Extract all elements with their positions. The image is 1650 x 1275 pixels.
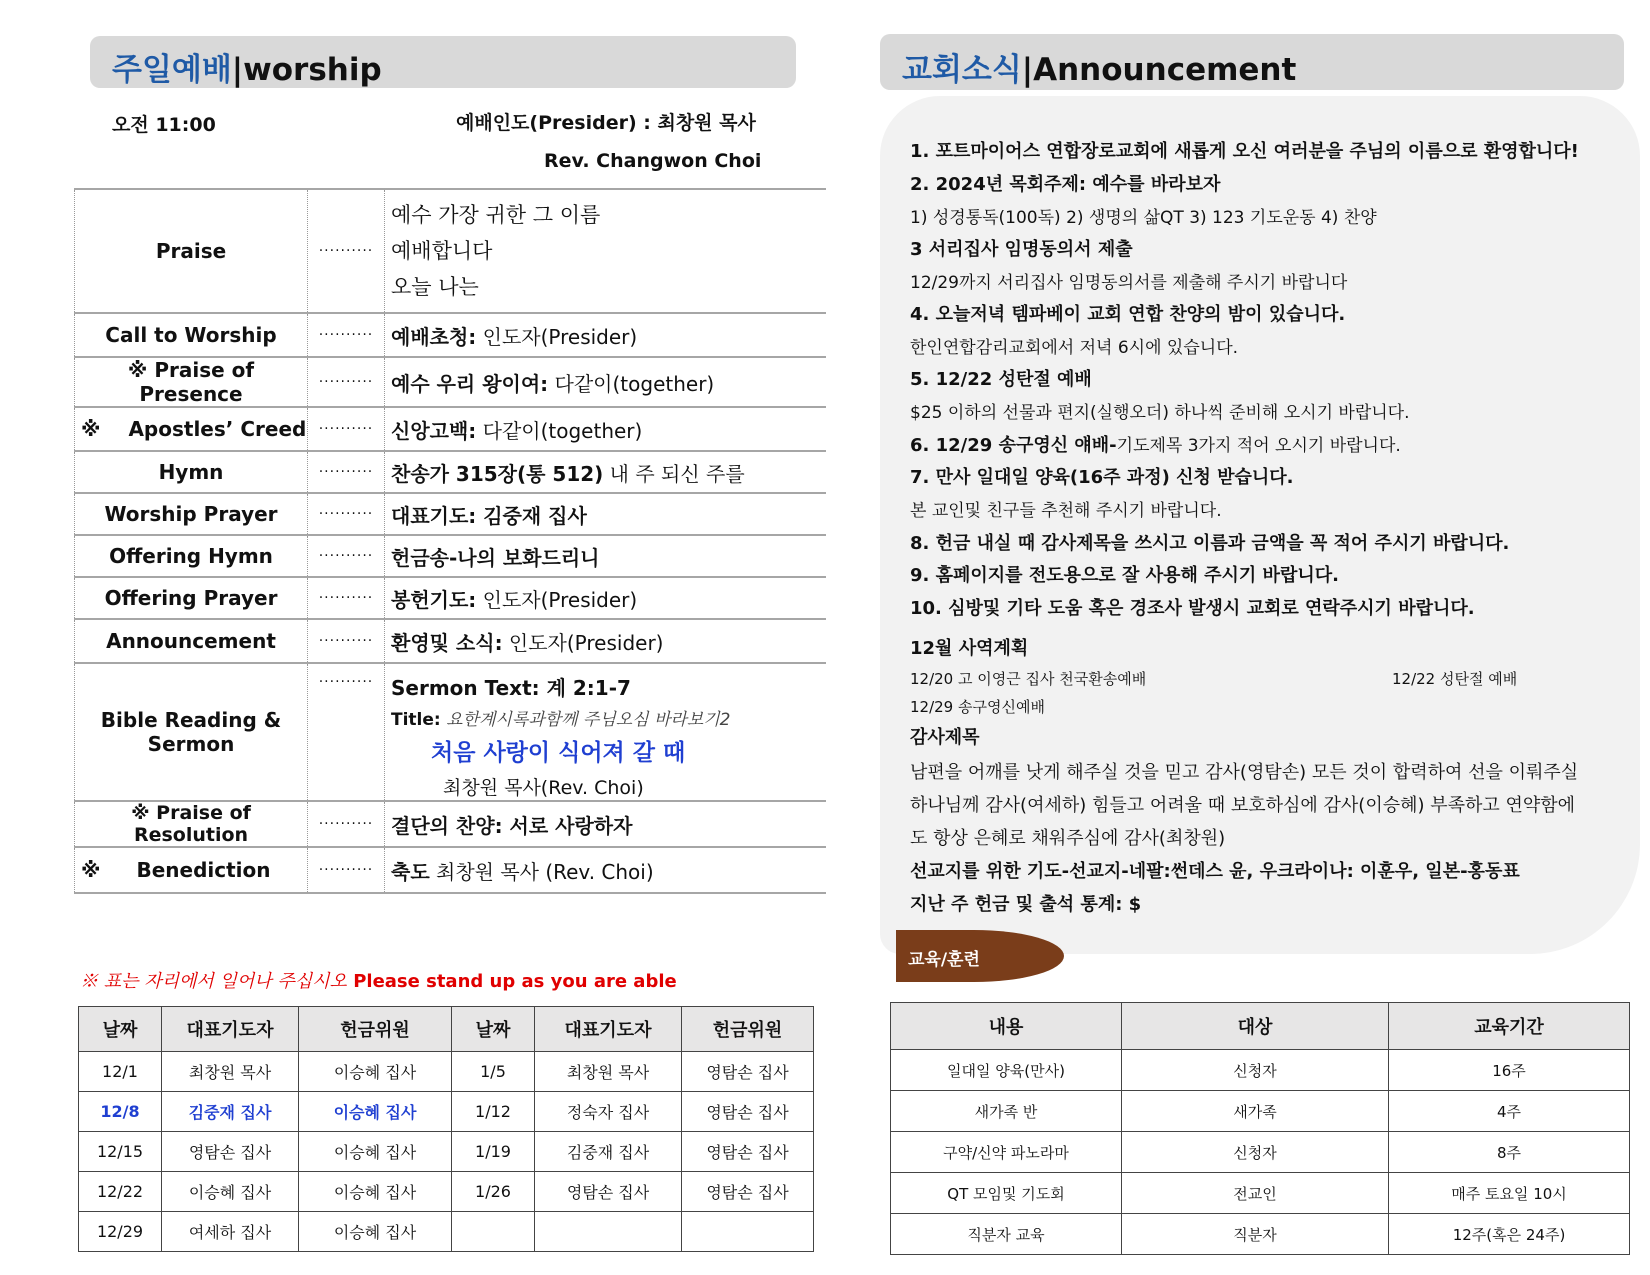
order-dots: ·········· xyxy=(308,407,385,451)
sched-cell: 12/8 xyxy=(79,1092,162,1132)
order-dots: ·········· xyxy=(308,847,385,893)
table-row xyxy=(79,1092,814,1132)
announcement-header: 교회소식|Announcement xyxy=(880,34,1624,90)
presider-label: 예배인도(Presider) : 최창원 목사 xyxy=(456,112,756,134)
thanks-title: 감사제목 xyxy=(910,727,980,748)
sched-cell: 12/22 xyxy=(79,1172,162,1212)
sched-cell: 1/26 xyxy=(452,1172,535,1212)
table-row xyxy=(891,1132,1630,1173)
announcement-line: 5. 12/22 성탄절 예배 xyxy=(910,369,1092,390)
edu-cell: 12주(혹은 24주) xyxy=(1389,1214,1630,1255)
order-row-praise xyxy=(75,189,827,313)
table-row xyxy=(79,1132,814,1172)
announcement-line: 기도제목 3가지 적어 오시기 바랍니다. xyxy=(1116,436,1401,456)
announcement-line: 10. 심방및 기타 도움 혹은 경조사 발생시 교회로 연락주시기 바랍니다. xyxy=(910,598,1475,619)
announcement-line: 한인연합감리교회에서 저녁 6시에 있습니다. xyxy=(910,338,1239,358)
sched-cell: 영탐손 집사 xyxy=(682,1132,814,1172)
order-bold: 봉헌기도: xyxy=(391,587,477,612)
order-dots: ·········· xyxy=(308,313,385,357)
order-bold: 예수 우리 왕이여: xyxy=(391,371,549,396)
announcement-line: 3 서리집사 임명동의서 제출 xyxy=(910,239,1133,260)
order-text: 인도자(Presider) xyxy=(476,324,638,349)
sched-cell: 김중재 집사 xyxy=(535,1132,682,1172)
sched-cell: 영탐손 집사 xyxy=(682,1052,814,1092)
order-of-worship-table xyxy=(74,188,826,894)
december-plan-item: 12/20 고 이영근 집사 천국환송예배 xyxy=(910,670,1147,688)
order-label: Offering Hymn xyxy=(75,535,308,577)
edu-cell: 구약/신약 파노라마 xyxy=(891,1132,1122,1173)
order-dots: ·········· xyxy=(308,493,385,535)
order-label: Announcement xyxy=(75,619,308,663)
thanks-line: 도 항상 은혜로 채워주심에 감사(최창원) xyxy=(910,828,1226,849)
order-row-call xyxy=(75,313,827,357)
order-bold: 예배초청: xyxy=(391,324,477,349)
announcement-line: 4. 오늘저녁 템파베이 교회 연합 찬양의 밤이 있습니다. xyxy=(910,304,1346,325)
order-label: Offering Prayer xyxy=(75,577,308,619)
sched-header: 헌금위원 xyxy=(299,1007,452,1052)
education-table xyxy=(890,1002,1630,1255)
order-label: Praise xyxy=(75,189,308,313)
edu-cell: 일대일 양육(만사) xyxy=(891,1050,1122,1091)
edu-cell: QT 모임및 기도회 xyxy=(891,1173,1122,1214)
order-bold: 환영및 소식: xyxy=(391,630,503,655)
order-label: Sermon xyxy=(147,732,235,756)
table-row xyxy=(891,1173,1630,1214)
announcement-line: 6. 12/29 송구영신 얘배- xyxy=(910,435,1117,456)
praise-song: 예배합니다 xyxy=(391,239,493,263)
order-row-resolution xyxy=(75,801,827,847)
order-label: Apostles’ Creed xyxy=(128,417,307,441)
sermon-preacher: 최창원 목사(Rev. Choi) xyxy=(443,777,644,799)
announcement-line: 12/29까지 서리집사 임명동의서를 제출해 주시기 바랍니다 xyxy=(910,273,1348,293)
order-dots: ·········· xyxy=(308,357,385,407)
order-row-hymn xyxy=(75,451,827,493)
table-row xyxy=(79,1052,814,1092)
order-label: ※ Praise of Resolution xyxy=(75,801,308,847)
edu-cell: 8주 xyxy=(1389,1132,1630,1173)
announcement-header-en: Announcement xyxy=(1033,52,1297,88)
sched-header: 날짜 xyxy=(452,1007,535,1052)
worship-header-ko: 주일예배 xyxy=(112,52,232,88)
order-dots: ·········· xyxy=(308,663,385,801)
offering-stats: 지난 주 헌금 및 출석 통계: $ xyxy=(910,894,1142,915)
announcement-line: 9. 홈페이지를 전도용으로 잘 사용해 주시기 바랍니다. xyxy=(910,565,1339,586)
edu-header: 교육기간 xyxy=(1389,1003,1630,1050)
sched-cell: 영탐손 집사 xyxy=(682,1092,814,1132)
order-row-offering-prayer xyxy=(75,577,827,619)
sched-cell: 12/1 xyxy=(79,1052,162,1092)
education-label-text: 교육/훈련 xyxy=(908,950,980,970)
order-dots: ·········· xyxy=(308,801,385,847)
sched-cell: 1/5 xyxy=(452,1052,535,1092)
order-row-announcement xyxy=(75,619,827,663)
announcement-line: 본 교인및 친구들 추천해 주시기 바랍니다. xyxy=(910,501,1222,521)
order-row-presence xyxy=(75,357,827,407)
sched-cell: 최창원 목사 xyxy=(162,1052,299,1092)
worship-header: 주일예배|worship xyxy=(90,36,796,88)
table-row xyxy=(891,1091,1630,1132)
order-text: 인도자(Presider) xyxy=(502,630,664,655)
edu-cell: 직분자 xyxy=(1122,1214,1389,1255)
sched-cell: 이승혜 집사 xyxy=(299,1212,452,1252)
stand-note-ko: ※ 표는 자리에서 일어나 주십시오 xyxy=(80,971,347,992)
order-text: 최창원 목사 (Rev. Choi) xyxy=(429,859,654,884)
sermon-text: Sermon Text: 계 2:1-7 xyxy=(391,676,631,700)
stand-mark: ※ xyxy=(81,858,101,882)
order-text: 인도자(Presider) xyxy=(476,587,638,612)
edu-cell: 매주 토요일 10시 xyxy=(1389,1173,1630,1214)
praise-song: 오늘 나는 xyxy=(391,275,479,299)
sched-header: 날짜 xyxy=(79,1007,162,1052)
presider-en: Rev. Changwon Choi xyxy=(544,150,762,172)
order-label: Hymn xyxy=(75,451,308,493)
december-plan-title: 12월 사역계획 xyxy=(910,638,1029,659)
praise-song: 예수 가장 귀한 그 이름 xyxy=(391,203,601,227)
edu-header: 대상 xyxy=(1122,1003,1389,1050)
order-text: 다같이(together) xyxy=(548,371,715,396)
announcement-line: 1. 포트마이어스 연합장로교회에 새롭게 오신 여러분을 주님의 이름으로 환영합니다! xyxy=(910,141,1579,162)
sched-header: 대표기도자 xyxy=(535,1007,682,1052)
announcement-line: $25 이하의 선물과 편지(실행오더) 하나씩 준비해 오시기 바랍니다. xyxy=(910,403,1410,423)
edu-cell: 4주 xyxy=(1389,1091,1630,1132)
sermon-title-label: Title: xyxy=(391,710,441,730)
order-bold: 찬송가 315장(통 512) xyxy=(391,461,604,486)
order-label: Benediction xyxy=(136,858,271,882)
order-text: 다같이(together) xyxy=(476,418,643,443)
sched-cell: 김중재 집사 xyxy=(162,1092,299,1132)
announcement-line: 2. 2024년 목회주제: 예수를 바라보자 xyxy=(910,174,1221,195)
order-bold: 축도 xyxy=(391,859,430,884)
order-text: 내 주 되신 주를 xyxy=(603,461,745,486)
sched-cell: 12/15 xyxy=(79,1132,162,1172)
edu-cell: 새가족 xyxy=(1122,1091,1389,1132)
order-row-benediction xyxy=(75,847,827,893)
sched-cell: 정숙자 집사 xyxy=(535,1092,682,1132)
stand-mark: ※ xyxy=(81,417,101,441)
order-bold: 헌금송-나의 보화드리니 xyxy=(391,545,600,570)
stand-note xyxy=(80,967,677,993)
worship-header-en: worship xyxy=(243,52,382,88)
sched-cell xyxy=(682,1212,814,1252)
education-label xyxy=(896,930,1064,982)
edu-header: 내용 xyxy=(891,1003,1122,1050)
order-dots: ·········· xyxy=(308,577,385,619)
edu-cell: 새가족 반 xyxy=(891,1091,1122,1132)
sched-cell: 영탐손 집사 xyxy=(535,1172,682,1212)
edu-cell: 직분자 교육 xyxy=(891,1214,1122,1255)
announcement-header-ko: 교회소식 xyxy=(902,52,1022,88)
sched-cell: 영탐손 집사 xyxy=(162,1132,299,1172)
edu-cell: 신청자 xyxy=(1122,1132,1389,1173)
worship-time: 오전 11:00 xyxy=(112,114,216,136)
order-dots: ·········· xyxy=(308,189,385,313)
mission-prayer: 선교지를 위한 기도-선교지-네팔:썬데스 윤, 우크라이나: 이훈우, 일본-홍동표 xyxy=(910,861,1520,882)
sched-cell: 영탐손 집사 xyxy=(682,1172,814,1212)
table-row xyxy=(79,1172,814,1212)
order-label: Bible Reading & xyxy=(100,708,282,732)
december-plan-item: 12/22 성탄절 예배 xyxy=(1392,670,1518,688)
announcement-line: 8. 헌금 내실 때 감사제목을 쓰시고 이름과 금액을 꼭 적어 주시기 바랍니다. xyxy=(910,533,1510,554)
order-bold: 신앙고백: xyxy=(391,418,477,443)
sched-cell: 12/29 xyxy=(79,1212,162,1252)
order-label: ※ Praise of Presence xyxy=(75,357,308,407)
thanks-line: 남편을 어깨를 낫게 해주실 것을 믿고 감사(영탐손) 모든 것이 합력하여 선을 이뤄주실 xyxy=(910,762,1579,783)
sched-cell xyxy=(452,1212,535,1252)
stand-note-en: Please stand up as you are able xyxy=(346,971,677,992)
order-dots: ·········· xyxy=(308,619,385,663)
order-dots: ·········· xyxy=(308,451,385,493)
thanks-line: 하나님께 감사(여세하) 힘들고 어려울 때 보호하심에 감사(이승혜) 부족하고 연약함에 xyxy=(910,795,1576,816)
sched-cell: 이승혜 집사 xyxy=(299,1172,452,1212)
sched-cell: 이승혜 집사 xyxy=(299,1092,452,1132)
table-row xyxy=(891,1214,1630,1255)
sched-cell: 여세하 집사 xyxy=(162,1212,299,1252)
order-row-prayer xyxy=(75,493,827,535)
edu-cell: 전교인 xyxy=(1122,1173,1389,1214)
sched-cell: 1/12 xyxy=(452,1092,535,1132)
sermon-title: 요한계시록과함께 주님오심 바라보기2 xyxy=(446,710,731,730)
edu-cell: 신청자 xyxy=(1122,1050,1389,1091)
sched-header: 헌금위원 xyxy=(682,1007,814,1052)
order-row-offering-hymn xyxy=(75,535,827,577)
praise-songs xyxy=(385,189,827,313)
order-row-creed xyxy=(75,407,827,451)
order-label: Worship Prayer xyxy=(75,493,308,535)
sched-header: 대표기도자 xyxy=(162,1007,299,1052)
sched-cell xyxy=(535,1212,682,1252)
order-bold: 대표기도: 김중재 집사 xyxy=(391,503,587,528)
announcement-line: 7. 만사 일대일 양육(16주 과정) 신청 받습니다. xyxy=(910,467,1294,488)
order-label: Call to Worship xyxy=(75,313,308,357)
order-dots: ·········· xyxy=(308,535,385,577)
order-row-sermon xyxy=(75,663,827,801)
sched-cell: 이승혜 집사 xyxy=(299,1052,452,1092)
table-row xyxy=(79,1212,814,1252)
sched-cell: 이승혜 집사 xyxy=(299,1132,452,1172)
order-bold: 결단의 찬양: 서로 사랑하자 xyxy=(391,813,633,838)
sched-cell: 1/19 xyxy=(452,1132,535,1172)
edu-cell: 16주 xyxy=(1389,1050,1630,1091)
sched-cell: 이승혜 집사 xyxy=(162,1172,299,1212)
announcement-line: 1) 성경통독(100독) 2) 생명의 삶QT 3) 123 기도운동 4) 찬양 xyxy=(910,208,1377,228)
sermon-headline: 처음 사랑이 식어져 갈 때 xyxy=(431,740,686,766)
december-plan-item: 12/29 송구영신예배 xyxy=(910,698,1045,716)
sched-cell: 최창원 목사 xyxy=(535,1052,682,1092)
service-schedule-table xyxy=(78,1006,814,1252)
table-row xyxy=(891,1050,1630,1091)
